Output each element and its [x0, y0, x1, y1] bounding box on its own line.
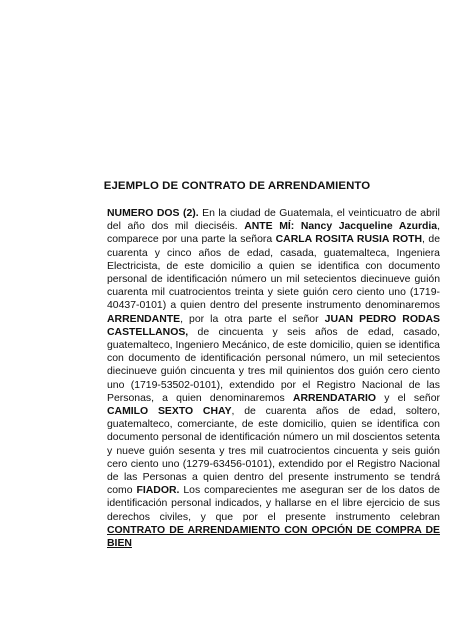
- text-run: CARLA ROSITA RUSIA ROTH: [275, 234, 423, 246]
- text-run: CAMILO SEXTO CHAY: [107, 406, 232, 418]
- text-run: ARRENDANTE: [107, 313, 181, 325]
- text-run: JUAN PEDRO RODAS CASTELLANOS,: [107, 313, 440, 338]
- text-run: CONTRATO DE ARRENDAMIENTO CON OPCIÓN DE COMPRA DE BIEN: [107, 524, 440, 550]
- text-run: ARRENDATARIO: [292, 392, 377, 404]
- text-run: NUMERO DOS (2).: [107, 208, 199, 219]
- text-run: , de cuarenta y cinco años de edad, casada, guatemalteca, Ingeniera Electricista, de este domicilio a quien se identifica con documento personal de identificación número un mil setecientos diecinueve guión cuarenta mil cuatrocientos treinta y siete guión cero ciento uno (1719-40437-0101) a quien dentro del presente instrumento denominaremos: [107, 234, 441, 312]
- text-run: de cincuenta y seis años de edad, casado, guatemalteco, Ingeniero Mecánico, de este domicilio, quien se identifica con documento de identificación personal número, un mil setecientos diecinueve guión cincuenta y tres mil quinientos dos guión cero ciento uno (1719-53502-0101), extendido por el Registro Nacional de las Personas, a quien denominaremos: [107, 326, 440, 404]
- text-run: , comparece por una parte la señora: [107, 221, 440, 246]
- contract-paragraph: [107, 207, 440, 550]
- text-run: FIADOR.: [136, 485, 180, 497]
- document-title: EJEMPLO DE CONTRATO DE ARRENDAMIENTO: [103, 180, 371, 192]
- text-run: , de cuarenta años de edad, soltero, guatemalteco, comerciante, de este domicilio, quien se identifica con documento personal de identificación número un mil doscientos setenta y nueve guión sesenta y tres mil cuatrocientos cincuenta y seis guión cero ciento uno (1279-63456-0101), extendido por el Registro Nacional de las Personas a quien dentro del presente instrumento se tendrá como: [107, 406, 440, 497]
- text-run: y el señor: [376, 392, 441, 404]
- text-run: ANTE MÍ: Nancy Jacqueline Azurdia: [244, 221, 438, 233]
- text-run: En la ciudad de Guatemala, el veinticuatro de abril del año dos mil dieciséis.: [107, 208, 440, 233]
- text-run: , por la otra parte el señor: [180, 313, 325, 325]
- text-run: Los comparecientes me aseguran ser de los datos de identificación personal indicados, y hallarse en el libre ejercicio de sus derechos civiles, y que por el presente instrumento celebran: [107, 485, 440, 523]
